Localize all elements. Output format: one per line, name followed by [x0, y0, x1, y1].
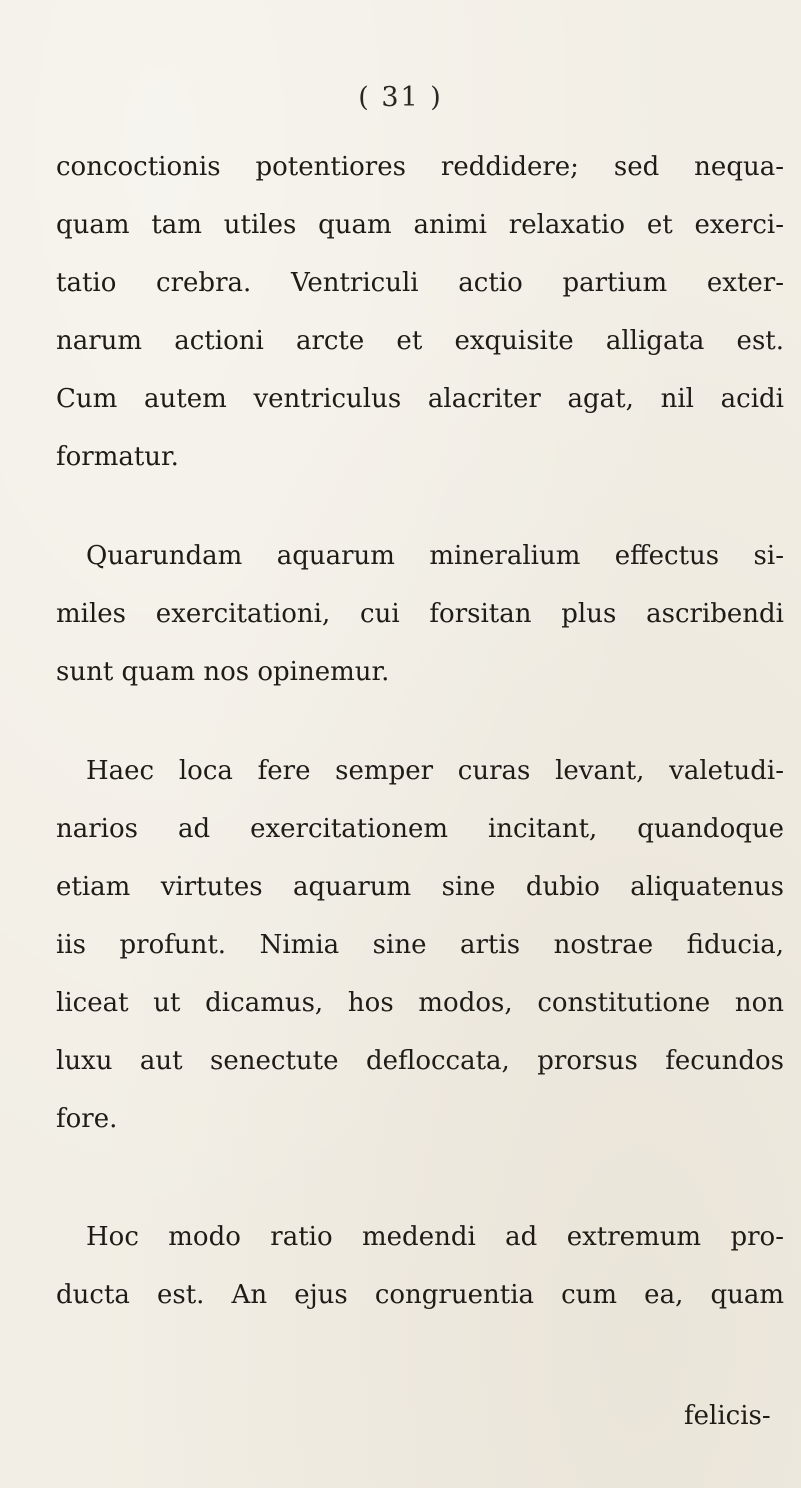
- text-line-last: formatur.: [56, 442, 179, 472]
- text-line: narios ad exercitationem incitant, quandoque: [56, 814, 784, 844]
- page-number: ( 31 ): [358, 82, 443, 113]
- text-line: liceat ut dicamus, hos modos, constitutione non: [56, 988, 784, 1018]
- text-line: ducta est. An ejus congruentia cum ea, quam: [56, 1280, 784, 1310]
- text-line: Cum autem ventriculus alacriter agat, nil acidi: [56, 384, 784, 414]
- catchword: felicis-: [684, 1401, 771, 1431]
- text-line-last: sunt quam nos opinemur.: [56, 657, 390, 687]
- text-line: concoctionis potentiores reddidere; sed nequa-: [56, 152, 784, 182]
- text-line: Hoc modo ratio medendi ad extremum pro-: [86, 1222, 784, 1252]
- text-line: tatio crebra. Ventriculi actio partium exter-: [56, 268, 784, 298]
- text-line: iis profunt. Nimia sine artis nostrae fiducia,: [56, 930, 784, 960]
- text-line: luxu aut senectute defloccata, prorsus fecundos: [56, 1046, 784, 1076]
- text-line: quam tam utiles quam animi relaxatio et exerci-: [56, 210, 784, 240]
- text-line: miles exercitationi, cui forsitan plus ascribendi: [56, 599, 784, 629]
- text-line: Haec loca fere semper curas levant, valetudi-: [86, 756, 784, 786]
- text-line: narum actioni arcte et exquisite alligata est.: [56, 326, 784, 356]
- text-line: Quarundam aquarum mineralium effectus si-: [86, 541, 784, 571]
- text-line-last: fore.: [56, 1104, 118, 1134]
- text-line: etiam virtutes aquarum sine dubio aliquatenus: [56, 872, 784, 902]
